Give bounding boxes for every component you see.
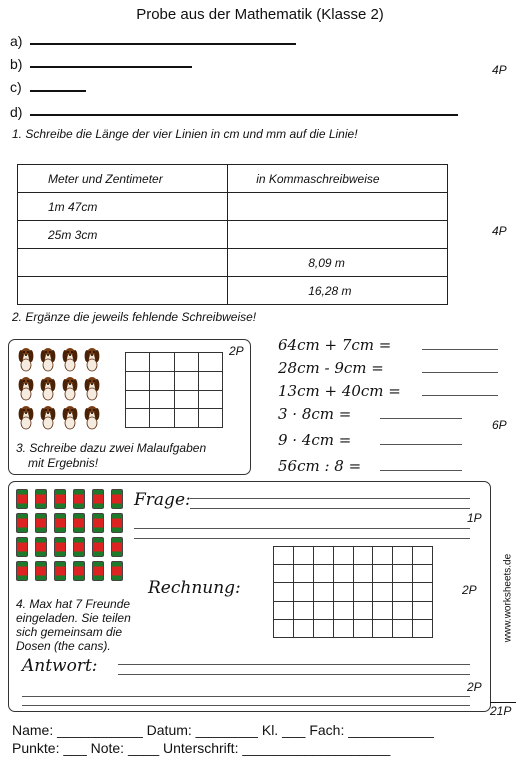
can-icon — [111, 513, 123, 533]
line-d — [30, 114, 458, 116]
table-row — [18, 277, 448, 305]
dog-icon — [84, 375, 100, 401]
antwort-label: Antwort: — [22, 656, 98, 676]
equation: 9 · 4cm = — [278, 431, 352, 449]
frage-line[interactable] — [190, 498, 470, 499]
task1-instruction: 1. Schreibe die Länge der vier Linien in cm und mm auf die Linie! — [12, 127, 358, 141]
can-icon — [111, 561, 123, 581]
equation: 56cm : 8 = — [278, 457, 362, 475]
can-icon — [16, 537, 28, 557]
calculation-grid — [273, 546, 433, 638]
line-c-label: c) — [10, 79, 22, 95]
table-cell[interactable]: 16,28 m — [228, 277, 448, 305]
can-icon — [73, 561, 85, 581]
line-b — [30, 66, 192, 68]
equation: 28cm - 9cm = — [278, 359, 384, 377]
can-icon — [35, 537, 47, 557]
answer-line[interactable] — [380, 418, 462, 419]
table-header-meter: Meter und Zentimeter — [18, 165, 228, 193]
points-task1: 4P — [492, 63, 507, 77]
antwort-line[interactable] — [118, 674, 470, 675]
can-icon — [16, 561, 28, 581]
watermark-text: www.worksheets.de — [502, 553, 514, 643]
dog-icon — [18, 404, 34, 430]
dog-icon — [40, 375, 56, 401]
can-icon — [16, 513, 28, 533]
task2-instruction: 2. Ergänze die jeweils fehlende Schreibweise! — [12, 310, 257, 324]
can-icon — [92, 561, 104, 581]
dog-icon — [62, 375, 78, 401]
line-a — [30, 43, 296, 45]
line-c — [30, 90, 86, 92]
dog-icon — [40, 346, 56, 372]
can-icon — [35, 513, 47, 533]
task3-instruction-1: 3. Schreibe dazu zwei Malaufgaben — [16, 441, 207, 455]
page-title: Probe aus der Mathematik (Klasse 2) — [136, 6, 384, 23]
answer-line[interactable] — [380, 470, 462, 471]
multiplication-grid — [125, 352, 223, 428]
table-cell[interactable]: 8,09 m — [228, 249, 448, 277]
can-icon — [92, 513, 104, 533]
points-task3-box: 2P — [229, 344, 244, 358]
dog-icon — [84, 404, 100, 430]
line-b-label: b) — [10, 56, 23, 72]
footer-row-2: Punkte: ___ Note: ____ Unterschrift: ___________________ — [12, 740, 391, 756]
equation: 13cm + 40cm = — [278, 382, 401, 400]
footer-row-1: Name: ___________ Datum: ________ Kl. ___ Fach: ___________ — [12, 722, 434, 738]
dog-icon — [40, 404, 56, 430]
total-rule — [490, 702, 516, 703]
table-cell[interactable] — [18, 249, 228, 277]
table-cell[interactable]: 25m 3cm — [18, 221, 228, 249]
can-icon — [54, 489, 66, 509]
table-row — [18, 193, 448, 221]
can-icon — [16, 489, 28, 509]
frage-label: Frage: — [134, 490, 191, 510]
dog-icon — [18, 375, 34, 401]
table-cell[interactable] — [18, 277, 228, 305]
task4-text-line: sich gemeinsam die — [16, 625, 123, 639]
dog-icon — [84, 346, 100, 372]
rechnung-label: Rechnung: — [148, 578, 241, 598]
antwort-line[interactable] — [22, 696, 470, 697]
points-frage: 1P — [467, 511, 482, 525]
can-icon — [111, 489, 123, 509]
points-total: 21P — [490, 704, 512, 718]
points-task3: 6P — [492, 418, 507, 432]
points-task2: 4P — [492, 224, 507, 238]
line-d-label: d) — [10, 104, 23, 120]
can-icon — [111, 537, 123, 557]
points-antwort: 2P — [467, 680, 482, 694]
dog-icon — [62, 346, 78, 372]
equation: 64cm + 7cm = — [278, 336, 392, 354]
answer-line[interactable] — [422, 372, 498, 373]
task4-text-line: eingeladen. Sie teilen — [16, 611, 131, 625]
frage-line[interactable] — [190, 508, 470, 509]
points-rechnung: 2P — [462, 583, 477, 597]
can-icon — [54, 561, 66, 581]
can-icon — [54, 537, 66, 557]
table-cell[interactable] — [228, 193, 448, 221]
can-icon — [73, 489, 85, 509]
table-row — [18, 249, 448, 277]
frage-line[interactable] — [134, 538, 470, 539]
antwort-line[interactable] — [118, 664, 470, 665]
dog-icon — [62, 404, 78, 430]
table-cell[interactable] — [228, 221, 448, 249]
task4-instruction — [16, 597, 131, 653]
task4-text-line: 4. Max hat 7 Freunde — [16, 597, 131, 611]
answer-line[interactable] — [380, 444, 462, 445]
table-header-komma: in Kommaschreibweise — [228, 165, 448, 193]
line-a-label: a) — [10, 33, 23, 49]
dog-icon — [18, 346, 34, 372]
watermark — [498, 538, 518, 658]
conversion-table — [17, 164, 448, 305]
task4-text-line: Dosen (the cans). — [16, 639, 111, 653]
table-row — [18, 221, 448, 249]
can-icon — [73, 513, 85, 533]
task3-instruction-2: mit Ergebnis! — [28, 456, 99, 470]
table-cell[interactable]: 1m 47cm — [18, 193, 228, 221]
equation: 3 · 8cm = — [278, 405, 352, 423]
answer-line[interactable] — [422, 395, 498, 396]
answer-line[interactable] — [422, 349, 498, 350]
can-icon — [73, 537, 85, 557]
can-icon — [92, 489, 104, 509]
frage-line[interactable] — [134, 528, 470, 529]
antwort-line[interactable] — [22, 705, 470, 706]
can-icon — [92, 537, 104, 557]
can-icon — [35, 489, 47, 509]
can-icon — [54, 513, 66, 533]
can-icon — [35, 561, 47, 581]
